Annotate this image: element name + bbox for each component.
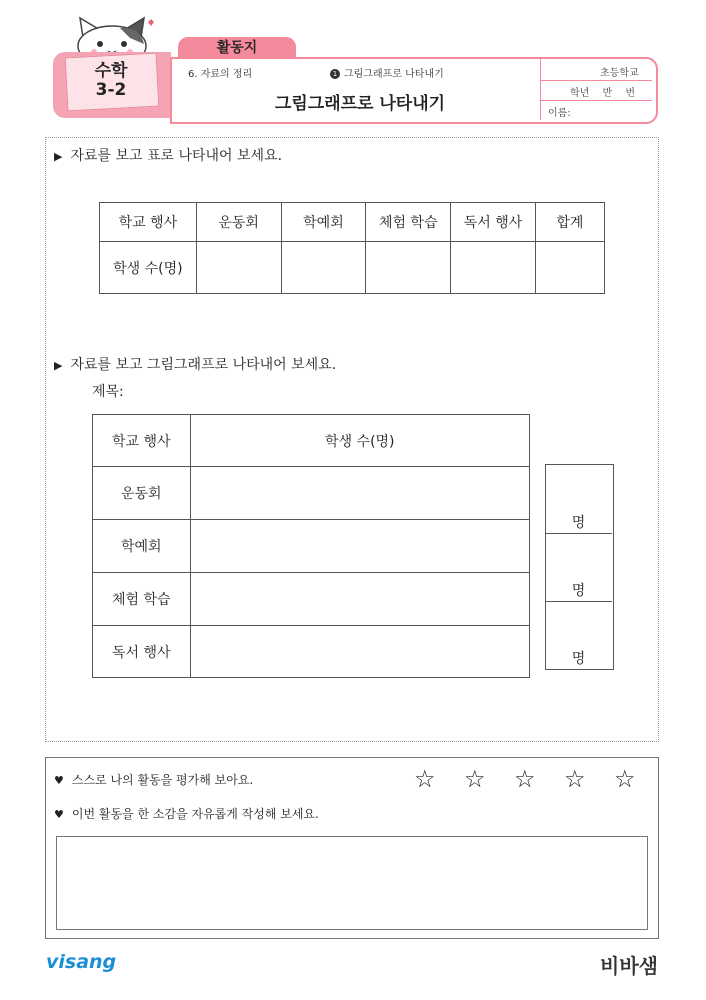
heart-icon: ♥: [54, 808, 64, 821]
table-header: 학예회: [281, 203, 366, 242]
legend-divider: [545, 533, 612, 534]
answer-cell[interactable]: [196, 242, 281, 294]
table-row-label: 학생 수(명): [100, 242, 197, 294]
page-title: 그림그래프로 나타내기: [274, 94, 446, 114]
school-label: 초등학교: [600, 68, 639, 79]
table-row-label: 독서 행사: [93, 626, 191, 678]
subject-grade: 3-2: [95, 80, 127, 100]
lesson-number-badge: 1: [330, 69, 340, 79]
bibasaem-logo: 비바샘: [600, 954, 658, 978]
subject-name: 수학: [94, 61, 128, 81]
reflection-input[interactable]: [56, 836, 648, 930]
legend-unit: 명: [571, 583, 586, 599]
info-row-divider: [541, 100, 652, 101]
legend-unit: 명: [571, 651, 586, 667]
legend-unit: 명: [571, 515, 586, 531]
info-row-divider: [541, 80, 652, 81]
table-header: 체험 학습: [366, 203, 451, 242]
reflection-text: 이번 활동을 한 소감을 자유롭게 작성해 보세요.: [71, 807, 319, 821]
table-header: 독서 행사: [451, 203, 536, 242]
picture-graph-table: [92, 414, 530, 678]
triangle-bullet-icon: ▶: [54, 150, 63, 163]
self-eval-text: 스스로 나의 활동을 평가해 보아요.: [71, 773, 254, 787]
graph-cell[interactable]: [190, 626, 529, 678]
answer-cell[interactable]: [451, 242, 536, 294]
prompt-text: 자료를 보고 그림그래프로 나타내어 보세요.: [70, 357, 337, 373]
heart-icon: ♥: [54, 774, 64, 787]
prompt-graph: [54, 354, 336, 374]
graph-cell[interactable]: [190, 520, 529, 573]
name-label: 이름:: [548, 108, 571, 119]
prompt-table: [54, 145, 282, 165]
answer-cell[interactable]: [281, 242, 366, 294]
rating-star-5[interactable]: ☆: [614, 765, 636, 793]
grade-class-label: 학년 반 번: [570, 88, 635, 99]
legend-box[interactable]: [545, 464, 614, 670]
rating-star-4[interactable]: ☆: [564, 765, 586, 793]
answer-cell[interactable]: [366, 242, 451, 294]
table-header: 학생 수(명): [190, 415, 529, 467]
table-row-label: 운동회: [93, 467, 191, 520]
rating-star-1[interactable]: ☆: [414, 765, 436, 793]
rating-star-3[interactable]: ☆: [514, 765, 536, 793]
prompt-text: 자료를 보고 표로 나타내어 보세요.: [70, 148, 283, 164]
worksheet-tab: 활동지: [178, 37, 296, 59]
unit-label: 6. 자료의 정리: [188, 69, 253, 80]
graph-cell[interactable]: [190, 573, 529, 626]
lesson-title: 그림그래프로 나타내기: [344, 69, 444, 80]
table-header: 운동회: [196, 203, 281, 242]
frequency-table: [99, 202, 605, 294]
graph-title-label: 제목:: [92, 384, 124, 400]
self-eval-prompt: [54, 771, 253, 788]
answer-cell[interactable]: [535, 242, 604, 294]
triangle-bullet-icon: ▶: [54, 359, 63, 372]
table-header: 학교 행사: [100, 203, 197, 242]
table-header: 합계: [535, 203, 604, 242]
reflection-prompt: [54, 805, 319, 822]
table-row-label: 학예회: [93, 520, 191, 573]
legend-divider: [545, 601, 612, 602]
lesson-label: [330, 65, 444, 80]
rating-star-2[interactable]: ☆: [464, 765, 486, 793]
subject-label: [66, 62, 156, 100]
graph-cell[interactable]: [190, 467, 529, 520]
visang-logo: visang: [46, 951, 117, 973]
table-row-label: 체험 학습: [93, 573, 191, 626]
info-divider: [540, 59, 541, 120]
table-header: 학교 행사: [93, 415, 191, 467]
